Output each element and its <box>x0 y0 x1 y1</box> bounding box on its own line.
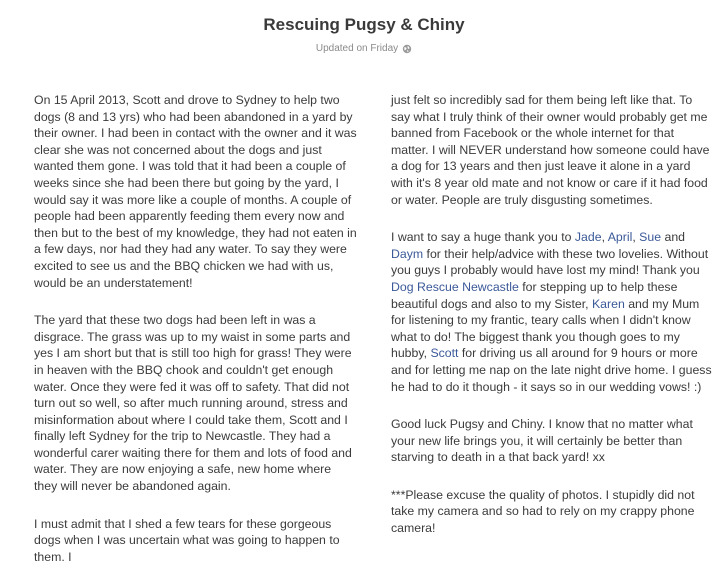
text: I want to say a huge thank you to <box>391 230 575 245</box>
text: , <box>632 230 640 245</box>
paragraph: Good luck Pugsy and Chiny. I know that no matter what your new life brings you, it will certainly be better than starving to death in a that back yard! xx <box>391 417 693 465</box>
globe-icon[interactable] <box>402 44 412 54</box>
left-column <box>34 92 357 586</box>
text: and <box>661 230 685 245</box>
thank-you-paragraph <box>391 229 714 395</box>
link-karen[interactable]: Karen <box>591 296 625 311</box>
link-dog-rescue-newcastle[interactable]: Dog Rescue Newcastle <box>391 279 519 294</box>
text: for driving us all around for 9 hours or more and for letting me nap on the late night drive home. I guess he had to do it though - it says so in our wedding vows! :) <box>391 346 712 394</box>
text: , <box>601 230 608 245</box>
paragraph: On 15 April 2013, Scott and drove to Sydney to help two dogs (8 and 13 yrs) who had been abandoned in a yard by their owner. I had been in contact with the owner and it was clear she was not concerned about the dogs and just wanted them gone. I was told that it had been a couple of weeks since she had been there but going by the yard, I would say it was more like a couple of months. A couple of people had been apparently feeding them every now and then but to the best of my knowledge, they had not eaten in a few days, nor had they had any water. To say they were excited to see us and the BBQ chicken we had with us, would be an understatement! <box>34 93 357 290</box>
paragraph: I must admit that I shed a few tears for these gorgeous dogs when I was uncertain what was going to happen to them. I <box>34 516 340 564</box>
text: and my Mum for listening to my frantic, teary calls when I didn't know what to do! The biggest thank you though goes to my hubby, <box>391 296 700 361</box>
paragraph: The yard that these two dogs had been left in was a disgrace. The grass was up to my waist in some parts and yes I am short but that is still too high for grass! They were in heaven with the BBQ chook and couldn't get enough water. Once they were fed it was off to safety. That did not turn out so well, so after much running around, stress and misinformation about where I could take them, Scott and I finally left Sydney for the trip to Newcastle. They had a wonderful carer waiting there for them and lots of food and water. They are now enjoying a safe, new home where they will never be abandoned again. <box>34 313 352 494</box>
note-title: Rescuing Pugsy & Chiny <box>263 15 465 34</box>
link-daym[interactable]: Daym <box>391 246 424 261</box>
link-jade[interactable]: Jade <box>574 230 602 245</box>
link-sue[interactable]: Sue <box>639 230 662 245</box>
updated-timestamp[interactable]: Updated on Friday <box>315 43 399 54</box>
note-body <box>34 92 714 586</box>
paragraph: just felt so incredibly sad for them being left like that. To say what I truly think of their owner would probably get me banned from Facebook or the whole internet for that matter. I will NEVER understand how someone could have a dog for 13 years and then just leave it alone in a yard with it's 8 year old mate and not know or care if it had food or water. People are truly disgusting sometimes. <box>391 93 710 207</box>
link-scott[interactable]: Scott <box>430 346 459 361</box>
right-column <box>391 92 714 586</box>
text: for stepping up to help these beautiful dogs and also to my Sister, <box>391 279 678 311</box>
note-meta <box>0 43 728 54</box>
link-april[interactable]: April <box>607 230 633 245</box>
text: for their help/advice with these two lovelies. Without you guys I probably would have lost my mind! Thank you <box>391 246 709 278</box>
note-header <box>0 0 728 54</box>
paragraph: ***Please excuse the quality of photos. I stupidly did not take my camera and so had to rely on my crappy phone camera! <box>391 487 695 536</box>
